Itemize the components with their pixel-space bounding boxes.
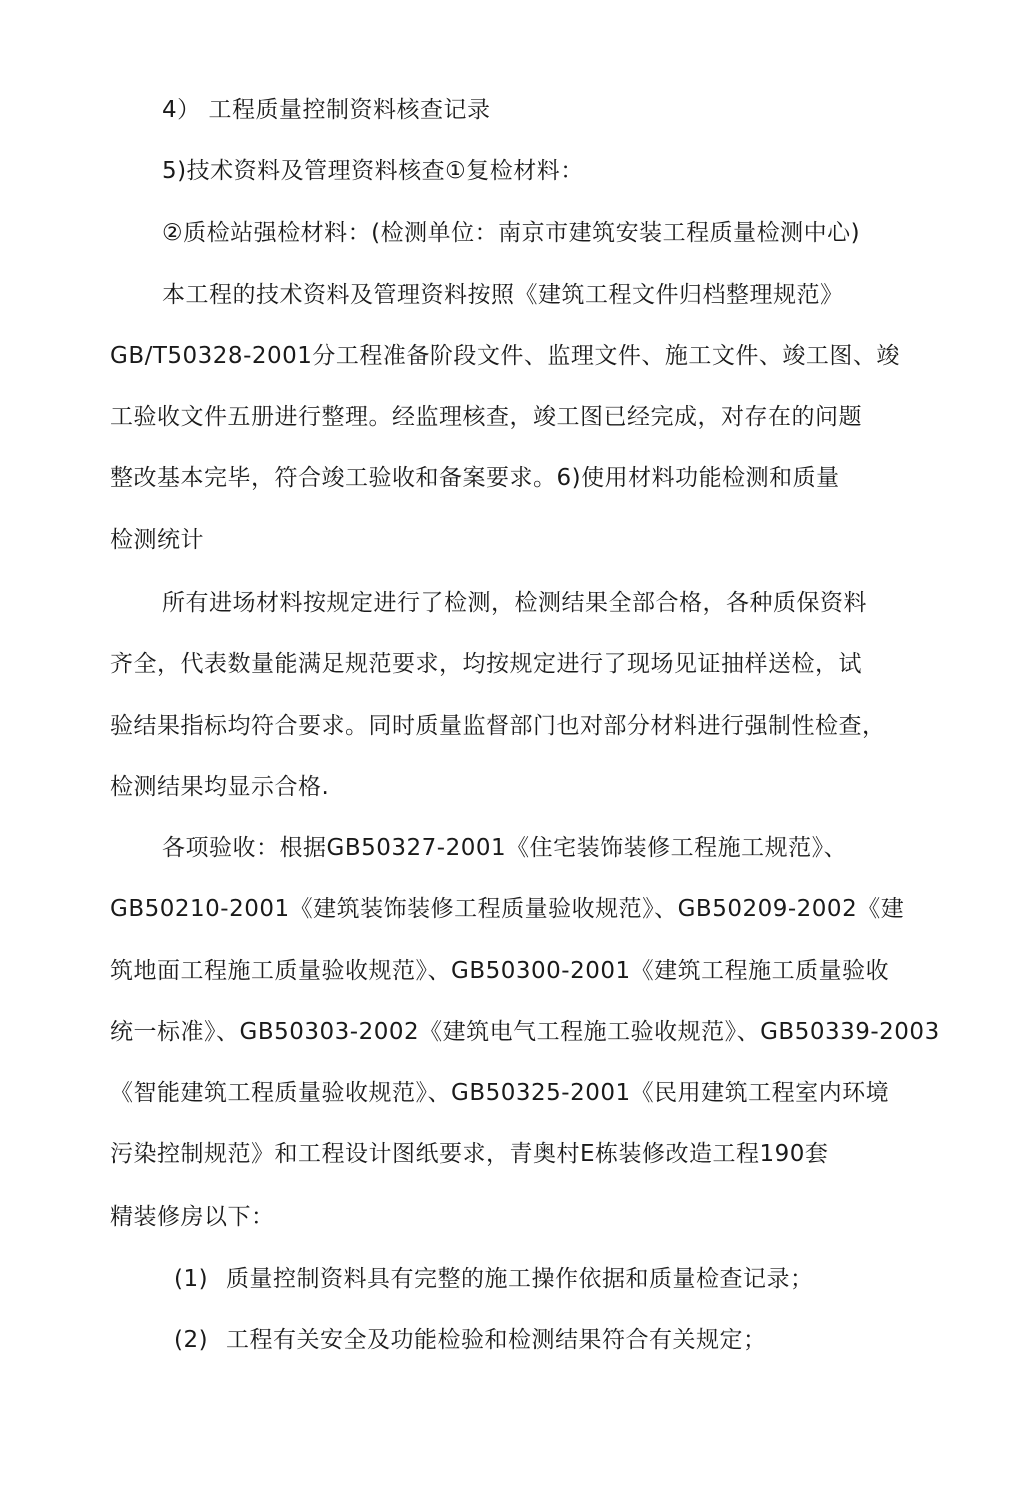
paragraph-line: 检测统计 xyxy=(110,527,204,553)
paragraph-line: 各项验收：根据GB50327-2001《住宅装饰装修工程施工规范》、 xyxy=(162,835,848,861)
list-item xyxy=(174,1325,767,1355)
list-item-number: (1) xyxy=(174,1266,209,1292)
paragraph-line: GB50210-2001《建筑装饰装修工程质量验收规范》、GB50209-2002《建 xyxy=(110,896,905,922)
heading-4: 4） 工程质量控制资料核查记录 xyxy=(162,97,491,123)
paragraph-line: 工验收文件五册进行整理。经监理核查，竣工图已经完成，对存在的问题 xyxy=(110,404,862,430)
paragraph-line: 齐全，代表数量能满足规范要求，均按规定进行了现场见证抽样送检，试 xyxy=(110,651,862,677)
list-item-text: 质量控制资料具有完整的施工操作依据和质量检查记录； xyxy=(226,1266,814,1292)
paragraph-line: 整改基本完毕，符合竣工验收和备案要求。6)使用材料功能检测和质量 xyxy=(110,465,840,491)
paragraph-line: 《智能建筑工程质量验收规范》、GB50325-2001《民用建筑工程室内环境 xyxy=(110,1080,890,1106)
paragraph-line: 污染控制规范》和工程设计图纸要求，青奥村E栋装修改造工程190套 xyxy=(110,1141,829,1167)
paragraph-line: ②质检站强检材料：(检测单位：南京市建筑安装工程质量检测中心) xyxy=(162,220,861,246)
heading-5: 5)技术资料及管理资料核查①复检材料： xyxy=(162,158,584,184)
paragraph-line: 筑地面工程施工质量验收规范》、GB50300-2001《建筑工程施工质量验收 xyxy=(110,958,890,984)
paragraph-line: 检测结果均显示合格. xyxy=(110,774,330,800)
list-item-text: 工程有关安全及功能检验和检测结果符合有关规定； xyxy=(226,1327,767,1353)
paragraph-line: 验结果指标均符合要求。同时质量监督部门也对部分材料进行强制性检查， xyxy=(110,713,886,739)
list-item xyxy=(174,1264,814,1294)
paragraph-line: 统一标准》、GB50303-2002《建筑电气工程施工验收规范》、GB50339-2003 xyxy=(110,1019,940,1045)
paragraph-line: 所有进场材料按规定进行了检测，检测结果全部合格，各种质保资料 xyxy=(162,590,867,616)
paragraph-line: GB/T50328-2001分工程准备阶段文件、监理文件、施工文件、竣工图、竣 xyxy=(110,343,900,369)
paragraph-line: 精装修房以下： xyxy=(110,1204,275,1230)
list-item-number: (2) xyxy=(174,1327,209,1353)
paragraph-line: 本工程的技术资料及管理资料按照《建筑工程文件归档整理规范》 xyxy=(162,282,844,308)
